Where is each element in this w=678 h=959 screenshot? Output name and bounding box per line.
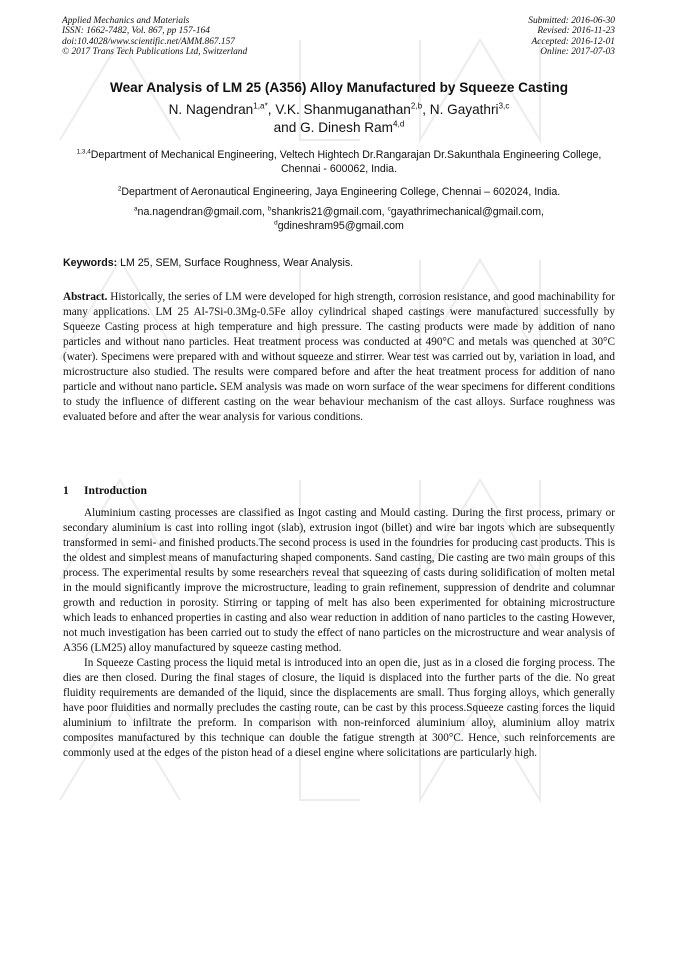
email-link[interactable]: shankris21@gmail.com, xyxy=(271,206,385,218)
author-line-2 xyxy=(0,119,678,137)
section-heading xyxy=(63,484,147,497)
paragraph: Aluminium casting processes are classified as Ingot casting and Mould casting. During the first process, primary or secondary aluminium is cast into rolling ingot (slab), extrusion ingot (billet) and wire bar ingots which are subsequently transformed in semi- and finished products.The second process is used in the foundries for producing cast products. This is the oldest and simplest means of manufacturing shaped components. Sand casting, Die casting are two main groups of this process. The experimental results by some researchers reveal that squeezing of casts during solidification of molten metal in the mould significantly improve the microstructure, leading to grain refinement, suppression of dendrite and columnar growth and reduction in porosity. Stirring or tapping of melt has also been experimented for obtaining microstructure which leads to enhanced properties in casting and also wear reduction in addition of nano particles to the casting However, not much investigation has been carried out to study the effect of nano particles on the microstructure and wear analysis of A356 (LM25) alloy manufactured by squeeze casting method. xyxy=(63,507,615,654)
affiliation-text: Department of Aeronautical Engineering, Jaya Engineering College, Chennai – 602024, India. xyxy=(121,186,561,198)
affiliation-1 xyxy=(60,149,618,176)
affiliation-mark: 2 xyxy=(117,185,122,193)
affiliation-mark: 1,3,4 xyxy=(76,148,91,156)
author-name: N. Gayathri xyxy=(429,102,499,117)
accepted-date: Accepted: 2016-12-01 xyxy=(531,36,615,47)
revised-date: Revised: 2016-11-23 xyxy=(537,26,615,37)
email-list xyxy=(60,206,618,233)
keywords-line xyxy=(63,257,353,269)
author-list xyxy=(0,101,678,137)
author-affiliation-mark: 3,c xyxy=(498,101,510,111)
submitted-date: Submitted: 2016-06-30 xyxy=(528,16,615,26)
abstract xyxy=(63,290,615,425)
publication-dates xyxy=(528,16,615,57)
doi-line: doi:10.4028/www.scientific.net/AMM.867.157 xyxy=(62,36,235,47)
introduction-body xyxy=(63,506,615,761)
section-title: Introduction xyxy=(84,484,147,497)
affiliation-text: Department of Mechanical Engineering, Veltech Hightech Dr.Rangarajan Dr.Sakunthala Engineering College, Chennai - 600062, India. xyxy=(90,149,602,175)
section-number: 1 xyxy=(63,484,69,497)
author-name: and G. Dinesh Ram xyxy=(273,120,394,135)
affiliation-2 xyxy=(60,186,618,200)
email-mark: d xyxy=(274,218,278,226)
abstract-text-1: Historically, the series of LM were developed for high strength, corrosion resistance, and good machinability for many applications. LM 25 Al-7Si-0.3Mg-0.5Fe alloy cylindrical shaped castings were manufactured successfully by Squeeze Casting process at high temperature and high pressure. The casting products were made by addition of nano particles and without nano particles. Heat treatment process was conducted at 490°C and metals was quenched at 30°C (water). Specimens were prepared with and without squeeze and stirrer. Wear test was carried out by, variation in load, and microstructure also studied. The results were compared before and after the heat treatment process for addition of nano particle and without nano particle xyxy=(63,291,615,393)
abstract-label: Abstract. xyxy=(63,291,108,303)
email-link[interactable]: gayathrimechanical@gmail.com, xyxy=(390,206,544,218)
email-link[interactable]: gdineshram95@gmail.com xyxy=(277,219,404,232)
email-mark: b xyxy=(267,205,272,213)
author-affiliation-mark: 1,a* xyxy=(253,101,268,111)
paper-title: Wear Analysis of LM 25 (A356) Alloy Manufactured by Squeeze Casting xyxy=(109,80,569,95)
keywords-text: LM 25, SEM, Surface Roughness, Wear Analysis. xyxy=(120,257,354,269)
email-link[interactable]: na.nagendran@gmail.com, xyxy=(137,206,265,218)
author-affiliation-mark: 4,d xyxy=(393,119,405,129)
email-mark: a xyxy=(134,205,138,213)
abstract-bold-period: . xyxy=(214,381,217,393)
author-line-1: N. Nagendran$^{1,a*}$, V.K. Shanmuganathan$^{2,b}$, N. Gayathri$^{3,c}$ xyxy=(168,101,510,117)
copyright-line: © 2017 Trans Tech Publications Ltd, Switzerland xyxy=(62,46,248,57)
author-affiliation-mark: 2,b xyxy=(410,101,423,111)
author-name: N. Nagendran xyxy=(168,102,254,117)
issn-line: ISSN: 1662-7482, Vol. 867, pp 157-164 xyxy=(62,26,210,37)
keywords-label: Keywords: xyxy=(63,257,118,269)
email-mark: c xyxy=(387,205,391,213)
paragraph: In Squeeze Casting process the liquid metal is introduced into an open die, just as in a closed die forging process. The dies are then closed. During the final stages of closure, the liquid is displaced into the further parts of the die. No great fluidity requirements are demanded of the liquid, since the displacements are small. Thus forging alloys, which generally have poor fluidities and normally precludes the casting route, can be cast by this process.Squeeze casting forces the liquid aluminium to infiltrate the preform. In comparison with non-reinforced aluminium alloy, aluminium alloy matrix composites manufactured by this technique can double the fatigue strength at 300°C. Hence, such reinforcements are commonly used at the edges of the piston head of a diesel engine where solicitations are particularly high. xyxy=(63,657,615,759)
author-name: V.K. Shanmuganathan xyxy=(275,102,411,117)
abstract-text-2: SEM analysis was made on worn surface of the wear specimens for different conditions to study the influence of different casting on the wear behaviour mechanism of the cast alloys. Surface roughness was evaluated before and after the wear analysis for various conditions. xyxy=(63,381,615,423)
journal-name: Applied Mechanics and Materials xyxy=(62,16,190,26)
online-date: Online: 2017-07-03 xyxy=(540,46,615,57)
journal-info xyxy=(62,16,247,57)
